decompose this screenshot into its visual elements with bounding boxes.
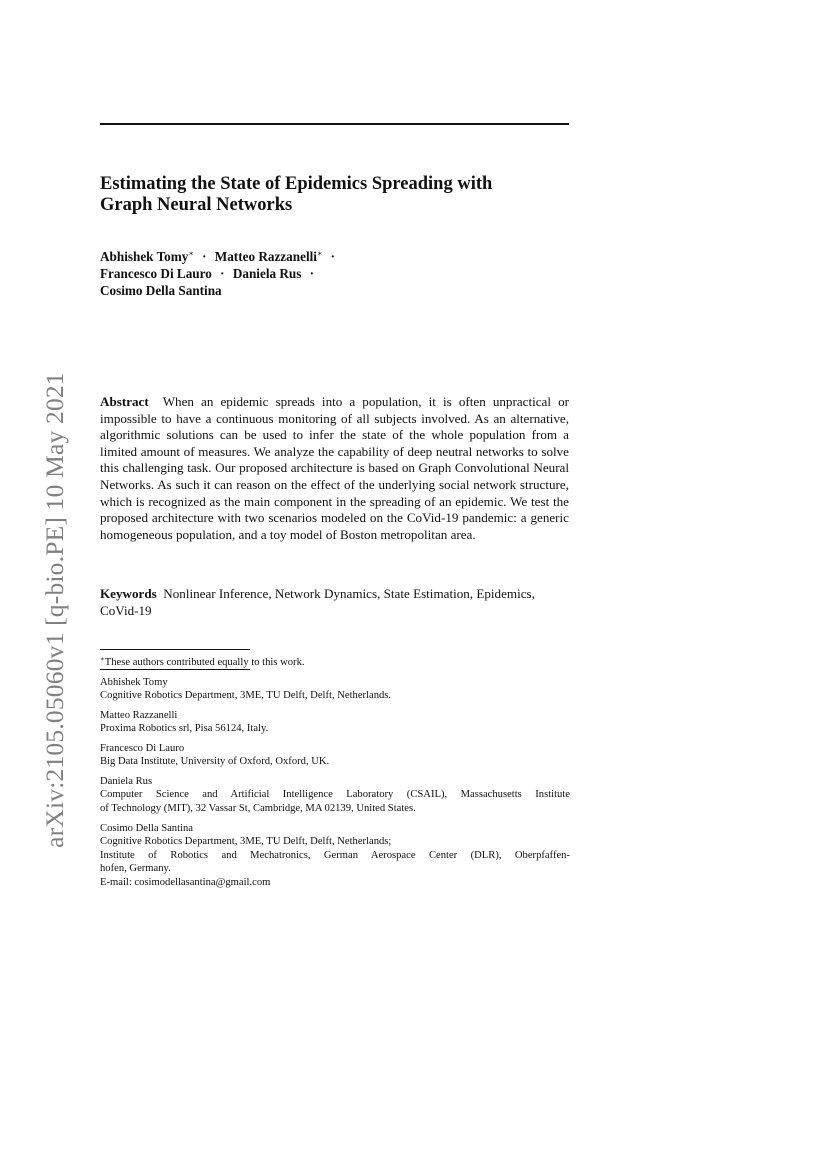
footnote-text: These authors contributed equally to this work. (104, 657, 305, 668)
keywords-text: Nonlinear Inference, Network Dynamics, State Estimation, Epidemics, CoVid-19 (100, 586, 535, 618)
keywords-label: Keywords (100, 586, 157, 601)
author-line-1 (100, 245, 570, 265)
abstract-label: Abstract (100, 394, 149, 409)
affiliation-name: Cosimo Della Santina (100, 823, 193, 834)
paper-title (100, 174, 600, 216)
affiliation-address: Proxima Robotics srl, Pisa 56124, Italy. (100, 723, 269, 735)
affiliation-address: Institute of Robotics and Mechatronics, German Aerospace Center (DLR), Oberpfaffen- (100, 849, 570, 861)
contact-email: E-mail: cosimodellasantina@gmail.com (100, 876, 271, 888)
abstract-text: When an epidemic spreads into a population, it is often unpractical or impossible to have a continuous monitoring of all subjects involved. As an alternative, algorithmic solutions can be used to infer the state of the whole population from a limited amount of measures. We analyze the capability of deep neutral networks to solve this challenging task. Our proposed architecture is based on Graph Convolutional Neural Networks. As such it can reason on the effect of the underlying social network structure, which is recognized as the main component in the spreading of an epidemic. We test the proposed architecture with two scenarios modeled on the CoVid-19 pandemic: a generic homogeneous population, and a toy model of Boston metropolitan area. (100, 394, 569, 542)
affiliation-address: hofen, Germany. (100, 863, 171, 875)
header-rule (100, 123, 569, 125)
affiliation-rus (100, 775, 570, 815)
affiliation-address: Big Data Institute, University of Oxford, Oxford, UK. (100, 756, 330, 768)
affiliation-name: Matteo Razzanelli (100, 710, 178, 721)
equal-contribution-mark: ∗ (188, 249, 194, 258)
affiliation-di-lauro (100, 742, 570, 769)
title-line-1: Estimating the State of Epidemics Spreading with (100, 174, 493, 194)
author-name: Cosimo Della Santina (100, 283, 222, 298)
author-separator: · (220, 266, 225, 281)
author-separator: · (330, 249, 336, 264)
affiliation-name: Daniela Rus (100, 776, 153, 787)
author-line-2 (100, 265, 570, 282)
author-separator: · (202, 249, 207, 264)
affiliation-razzanelli (100, 709, 570, 736)
affiliation-address: Computer Science and Artificial Intelligence Laboratory (CSAIL), Massachusetts Institute (100, 789, 570, 801)
footnote-mark: ∗ (100, 655, 105, 663)
equal-contribution-mark: ∗ (316, 249, 323, 258)
abstract (100, 394, 569, 543)
keywords (100, 586, 569, 619)
author-list (100, 245, 570, 299)
author-name: Abhishek Tomy (100, 249, 189, 264)
footnote-rule (100, 649, 250, 650)
title-line-2: Graph Neural Networks (100, 195, 293, 215)
affiliation-address: Cognitive Robotics Department, 3ME, TU Delft, Delft, Netherlands. (100, 690, 392, 702)
author-line-3 (100, 282, 570, 299)
author-name: Daniela Rus (232, 266, 302, 281)
affiliation-name: Francesco Di Lauro (100, 743, 185, 754)
affiliation-name: Abhishek Tomy (100, 677, 168, 688)
arxiv-stamp: arXiv:2105.05060v1 [q-bio.PE] 10 May 2021 (40, 372, 69, 848)
author-name: Matteo Razzanelli (214, 249, 317, 264)
author-name: Francesco Di Lauro (100, 266, 212, 281)
footnote (100, 653, 570, 669)
affiliation-rule (100, 669, 250, 670)
affiliation-della-santina (100, 822, 570, 889)
author-separator: · (309, 266, 315, 281)
affiliation-tomy (100, 676, 570, 703)
affiliation-address: Cognitive Robotics Department, 3ME, TU Delft, Delft, Netherlands; (100, 836, 392, 848)
affiliation-address: of Technology (MIT), 32 Vassar St, Cambridge, MA 02139, United States. (100, 802, 416, 814)
